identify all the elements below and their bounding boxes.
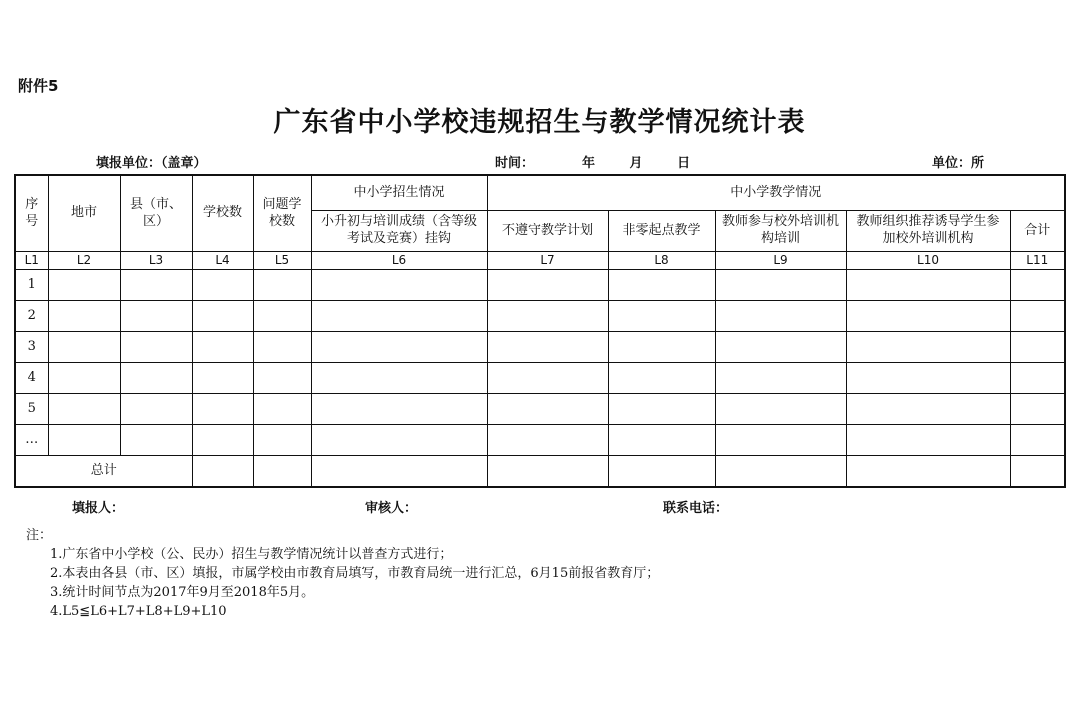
cell-input[interactable] — [48, 394, 120, 425]
row-number: … — [15, 425, 48, 456]
cell-input[interactable] — [311, 363, 487, 394]
cell-input[interactable] — [311, 301, 487, 332]
cell-input[interactable] — [487, 270, 608, 301]
col-label: L3 — [120, 252, 192, 270]
table-row — [15, 425, 1065, 456]
cell-input[interactable] — [846, 456, 1010, 488]
notes-title: 注： — [26, 528, 53, 543]
cell-input[interactable] — [311, 270, 487, 301]
cell-input[interactable] — [715, 456, 846, 488]
cell-input[interactable] — [120, 363, 192, 394]
header-seq: 序号 — [15, 175, 48, 252]
cell-input[interactable] — [487, 425, 608, 456]
cell-input[interactable] — [192, 425, 253, 456]
cell-input[interactable] — [192, 301, 253, 332]
col-label: L9 — [715, 252, 846, 270]
cell-input[interactable] — [253, 301, 311, 332]
cell-input[interactable] — [192, 363, 253, 394]
cell-input[interactable] — [846, 394, 1010, 425]
note-item: 2.本表由各县（市、区）填报，市属学校由市教育局填写，市教育局统一进行汇总，6月15前报省教育厅； — [50, 566, 660, 581]
row-number: 2 — [15, 301, 48, 332]
col-label: L4 — [192, 252, 253, 270]
statistics-table — [14, 174, 1066, 488]
table-row — [15, 301, 1065, 332]
time-label: 时间： — [495, 156, 535, 171]
cell-input[interactable] — [715, 425, 846, 456]
header-teach-group: 中小学教学情况 — [487, 175, 1065, 211]
col-label: L7 — [487, 252, 608, 270]
row-number: 5 — [15, 394, 48, 425]
header-row-1 — [15, 175, 1065, 211]
note-item: 4.L5≦L6+L7+L8+L9+L10 — [50, 604, 227, 619]
total-label: 总计 — [15, 456, 192, 488]
cell-input[interactable] — [487, 394, 608, 425]
table-row — [15, 270, 1065, 301]
cell-input[interactable] — [253, 332, 311, 363]
col-label: L10 — [846, 252, 1010, 270]
row-number: 3 — [15, 332, 48, 363]
cell-input[interactable] — [120, 425, 192, 456]
cell-input[interactable] — [120, 332, 192, 363]
table-row — [15, 332, 1065, 363]
cell-input[interactable] — [253, 363, 311, 394]
day-label: 日 — [677, 156, 691, 171]
col-label: L5 — [253, 252, 311, 270]
header-problem-schools: 问题学校数 — [253, 175, 311, 252]
header-l11: 合计 — [1010, 211, 1065, 252]
cell-input[interactable] — [1010, 394, 1065, 425]
filler-label: 填报人： — [72, 501, 125, 516]
note-item: 1.广东省中小学校（公、民办）招生与教学情况统计以普查方式进行； — [50, 547, 453, 562]
cell-input[interactable] — [608, 332, 715, 363]
cell-input[interactable] — [120, 270, 192, 301]
cell-input[interactable] — [846, 425, 1010, 456]
total-row — [15, 456, 1065, 488]
column-label-row — [15, 252, 1065, 270]
col-label: L11 — [1010, 252, 1065, 270]
cell-input[interactable] — [846, 301, 1010, 332]
cell-input[interactable] — [715, 363, 846, 394]
cell-input[interactable] — [48, 301, 120, 332]
cell-input[interactable] — [608, 425, 715, 456]
cell-input[interactable] — [487, 363, 608, 394]
cell-input[interactable] — [192, 456, 253, 488]
cell-input[interactable] — [487, 456, 608, 488]
attachment-label: 附件5 — [18, 77, 59, 95]
header-l8: 非零起点教学 — [608, 211, 715, 252]
col-label: L6 — [311, 252, 487, 270]
cell-input[interactable] — [715, 332, 846, 363]
cell-input[interactable] — [120, 394, 192, 425]
cell-input[interactable] — [1010, 425, 1065, 456]
cell-input[interactable] — [192, 332, 253, 363]
reviewer-label: 审核人： — [365, 501, 418, 516]
cell-input[interactable] — [48, 332, 120, 363]
cell-input[interactable] — [311, 332, 487, 363]
unit-label: 单位：所 — [932, 156, 985, 171]
cell-input[interactable] — [608, 456, 715, 488]
cell-input[interactable] — [846, 363, 1010, 394]
header-schools: 学校数 — [192, 175, 253, 252]
cell-input[interactable] — [846, 270, 1010, 301]
cell-input[interactable] — [715, 270, 846, 301]
table-row — [15, 363, 1065, 394]
cell-input[interactable] — [192, 270, 253, 301]
cell-input[interactable] — [1010, 363, 1065, 394]
cell-input[interactable] — [120, 301, 192, 332]
cell-input[interactable] — [192, 394, 253, 425]
header-county: 县（市、区） — [120, 175, 192, 252]
cell-input[interactable] — [608, 363, 715, 394]
form-title: 广东省中小学校违规招生与教学情况统计表 — [273, 107, 806, 138]
header-l10: 教师组织推荐诱导学生参加校外培训机构 — [846, 211, 1010, 252]
phone-label: 联系电话： — [663, 501, 729, 516]
year-label: 年 — [582, 156, 596, 171]
cell-input[interactable] — [48, 363, 120, 394]
col-label: L1 — [15, 252, 48, 270]
cell-input[interactable] — [311, 394, 487, 425]
table-row — [15, 394, 1065, 425]
cell-input[interactable] — [1010, 332, 1065, 363]
col-label: L8 — [608, 252, 715, 270]
fill-unit-label: 填报单位：（盖章） — [96, 156, 207, 171]
cell-input[interactable] — [608, 301, 715, 332]
cell-input[interactable] — [715, 301, 846, 332]
cell-input[interactable] — [487, 301, 608, 332]
cell-input[interactable] — [608, 394, 715, 425]
cell-input[interactable] — [48, 425, 120, 456]
cell-input[interactable] — [1010, 270, 1065, 301]
cell-input[interactable] — [253, 425, 311, 456]
row-number: 4 — [15, 363, 48, 394]
cell-input[interactable] — [1010, 456, 1065, 488]
cell-input[interactable] — [253, 394, 311, 425]
cell-input[interactable] — [1010, 301, 1065, 332]
month-label: 月 — [629, 156, 643, 171]
header-l9: 教师参与校外培训机构培训 — [715, 211, 846, 252]
cell-input[interactable] — [311, 425, 487, 456]
note-item: 3.统计时间节点为2017年9月至2018年5月。 — [50, 585, 315, 600]
header-enroll-group: 中小学招生情况 — [311, 175, 487, 211]
header-l6: 小升初与培训成绩（含等级考试及竞赛）挂钩 — [311, 211, 487, 252]
cell-input[interactable] — [311, 456, 487, 488]
header-city: 地市 — [48, 175, 120, 252]
col-label: L2 — [48, 252, 120, 270]
date-fields — [582, 152, 720, 171]
row-number: 1 — [15, 270, 48, 301]
cell-input[interactable] — [846, 332, 1010, 363]
cell-input[interactable] — [48, 270, 120, 301]
cell-input[interactable] — [608, 270, 715, 301]
notes-section — [26, 526, 659, 621]
cell-input[interactable] — [253, 270, 311, 301]
cell-input[interactable] — [253, 456, 311, 488]
cell-input[interactable] — [487, 332, 608, 363]
cell-input[interactable] — [715, 394, 846, 425]
header-l7: 不遵守教学计划 — [487, 211, 608, 252]
